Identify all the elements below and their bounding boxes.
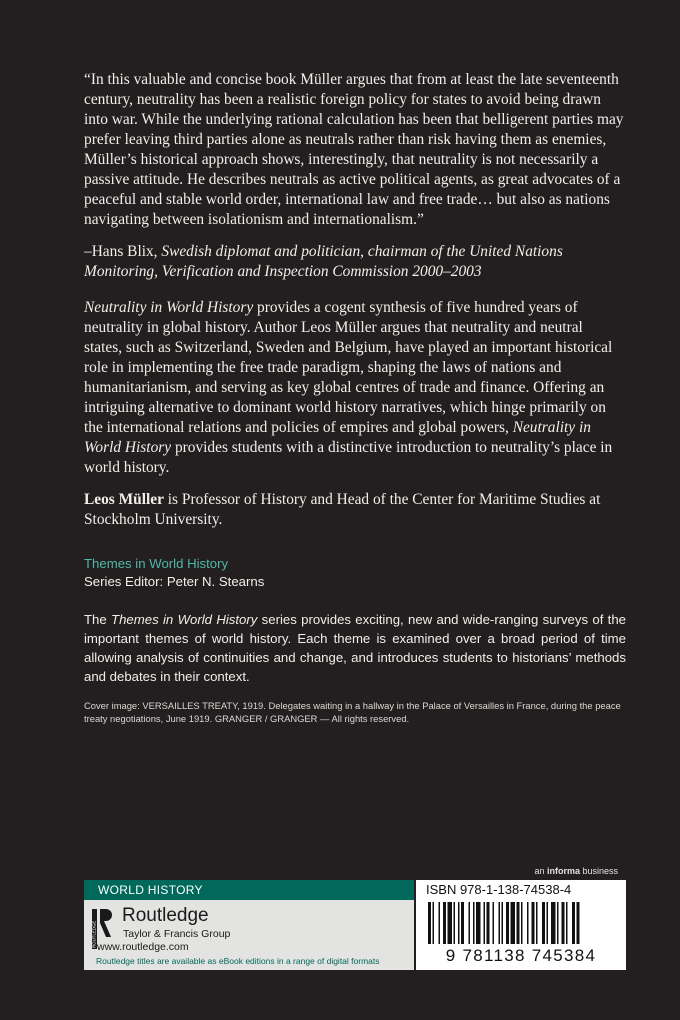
series-description	[84, 610, 626, 686]
informa-prefix: an	[534, 866, 547, 876]
series-name: Themes in World History	[84, 556, 229, 571]
author-bio-text: is Professor of History and Head of the Center for Maritime Studies at Stockholm University.	[84, 491, 601, 528]
attribution-name: –Hans Blix,	[84, 243, 162, 260]
category-label: WORLD HISTORY	[98, 883, 203, 897]
book-description	[84, 298, 624, 478]
author-bio	[84, 490, 624, 530]
attribution-role: Swedish diplomat and politician, chairman of the United Nations Monitoring, Verification and Inspection Commission 2000–2003	[84, 243, 563, 280]
description-part-2: provides students with a distinctive introduction to neutrality’s place in world history.	[84, 439, 613, 476]
publisher-box	[84, 900, 414, 970]
quote-attribution	[84, 242, 624, 282]
description-part-1: provides a cogent synthesis of five hundred years of neutrality in global history. Author Leos Müller argues that neutrality and neutral states, such as Switzerland, Sweden and Belgium, have played an important historical role in implementing the free trade paradigm, shaping the laws of nations and humanitarianism, and serving as key global centres of trade and finance. Offering an intriguing alternative to dominant world history narratives, which hinge primarily on the international relations and policies of empires and global powers,	[84, 299, 613, 436]
isbn-label: ISBN 978-1-138-74538-4	[426, 882, 572, 897]
endorsement-quote	[84, 70, 624, 230]
series-editor: Series Editor: Peter N. Stearns	[84, 574, 265, 589]
barcode-icon	[428, 902, 614, 944]
cover-image-credit: Cover image: VERSAILLES TREATY, 1919. Delegates waiting in a hallway in the Palace of Versailles in France, during the peace treaty negotiations, June 1919. GRANGER / GRANGER — All rights reserved.	[84, 700, 621, 724]
series-desc-title: Themes in World History	[111, 612, 258, 627]
publisher-url[interactable]: www.routledge.com	[97, 941, 189, 953]
publisher-name: Routledge	[122, 905, 209, 926]
isbn-barcode-box	[416, 880, 626, 970]
book-title: Neutrality in World History	[84, 299, 254, 316]
author-name: Leos Müller	[84, 491, 164, 508]
book-title-repeat: Neutrality in World History	[84, 419, 591, 456]
informa-suffix: business	[579, 866, 618, 876]
informa-brand: informa	[546, 866, 580, 876]
publisher-group: Taylor & Francis Group	[123, 928, 231, 940]
category-band	[84, 880, 414, 900]
series-desc-prefix: The	[84, 612, 112, 627]
quote-text: “In this valuable and concise book Müller argues that from at least the late seventeenth century, neutrality has been a realistic foreign policy for states to avoid being drawn into war. While the underlying rational calculation has been that belligerent parties may prefer leaving third parties alone as neutrals rather than risk having them as enemies, Müller’s historical approach shows, interestingly, that neutrality is not necessarily a passive attitude. He describes neutrals as active political agents, as great advocates of a peaceful and stable world order, international law and free trade… but also as nations navigating between isolationism and internationalism.”	[84, 71, 624, 228]
logo-vertical-text: ROUTLEDGE	[91, 920, 97, 948]
barcode-number: 9 781138 745384	[445, 946, 597, 965]
series-desc-body: series provides exciting, new and wide-ranging surveys of the important themes of world history. Each theme is examined over a broad period of time allowing analysis of continuities and change, and introduces students to historians’ methods and debates in their context.	[84, 612, 627, 684]
informa-business-tag	[534, 866, 618, 876]
ebook-note: Routledge titles are available as eBook editions in a range of digital formats	[96, 956, 380, 966]
